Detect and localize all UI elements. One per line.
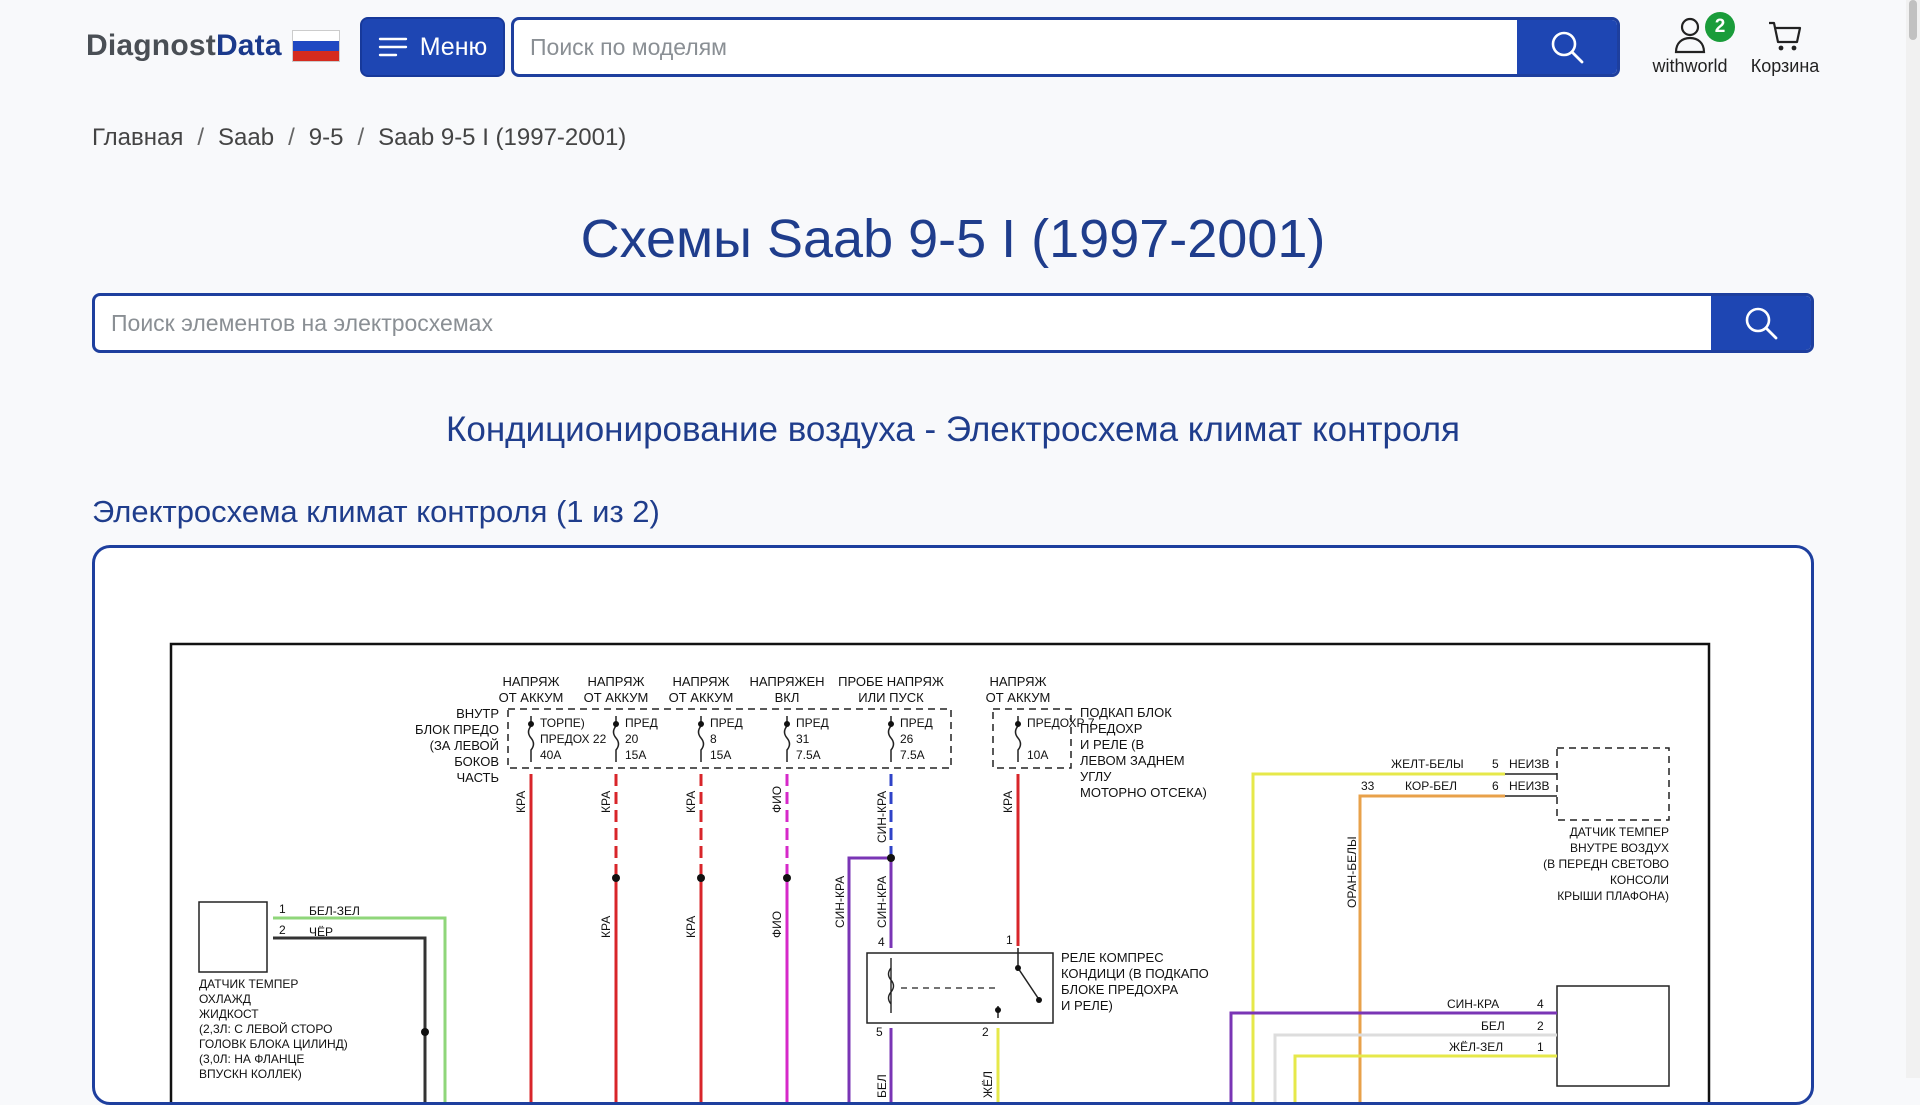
cart-link[interactable] bbox=[1745, 12, 1825, 82]
user-name: withworld bbox=[1652, 56, 1728, 76]
svg-text:15A: 15A bbox=[710, 748, 732, 762]
supply-label: ОТ АККУМ bbox=[668, 690, 734, 705]
supply-label: ИЛИ ПУСК bbox=[858, 690, 924, 705]
svg-text:ДАТЧИК ТЕМПЕР: ДАТЧИК ТЕМПЕР bbox=[1569, 825, 1669, 839]
menu-button-label: Меню bbox=[419, 32, 488, 61]
svg-text:КРА: КРА bbox=[684, 790, 698, 813]
svg-text:БЛОКЕ ПРЕДОХРА: БЛОКЕ ПРЕДОХРА bbox=[1061, 982, 1179, 997]
svg-text:И РЕЛЕ): И РЕЛЕ) bbox=[1061, 998, 1113, 1013]
supply-label: НАПРЯЖ bbox=[502, 674, 560, 689]
svg-text:ОРАН-БЕЛЫ: ОРАН-БЕЛЫ bbox=[1345, 836, 1359, 908]
svg-text:1: 1 bbox=[279, 902, 286, 916]
svg-text:СИН-КРА: СИН-КРА bbox=[1447, 997, 1500, 1011]
svg-text:ПРЕД: ПРЕД bbox=[710, 716, 743, 730]
svg-text:ФИО: ФИО bbox=[770, 910, 784, 938]
coolant-temp-sensor bbox=[199, 902, 267, 972]
svg-text:БЕЛ: БЕЛ bbox=[875, 1074, 889, 1098]
svg-text:ДАТЧИК ТЕМПЕР: ДАТЧИК ТЕМПЕР bbox=[199, 977, 299, 991]
svg-text:26: 26 bbox=[900, 732, 914, 746]
svg-text:ЛЕВОМ ЗАДНЕМ: ЛЕВОМ ЗАДНЕМ bbox=[1080, 753, 1185, 768]
svg-text:КРЫШИ ПЛАФОНА): КРЫШИ ПЛАФОНА) bbox=[1557, 889, 1669, 903]
supply-label: НАПРЯЖ bbox=[672, 674, 730, 689]
svg-text:УГЛУ: УГЛУ bbox=[1080, 769, 1112, 784]
page-title: Схемы Saab 9-5 I (1997-2001) bbox=[580, 209, 1326, 269]
svg-text:КОР-БЕЛ: КОР-БЕЛ bbox=[1405, 779, 1457, 793]
svg-text:ТОРПЕ): ТОРПЕ) bbox=[540, 716, 585, 730]
fuse-block-right-label bbox=[1080, 705, 1207, 800]
svg-text:ПРЕДОХ 22: ПРЕДОХ 22 bbox=[540, 732, 607, 746]
svg-text:5: 5 bbox=[1492, 757, 1499, 771]
svg-text:КОНСОЛИ: КОНСОЛИ bbox=[1610, 873, 1669, 887]
svg-text:КРА: КРА bbox=[684, 915, 698, 938]
svg-text:31: 31 bbox=[796, 732, 810, 746]
site-logo[interactable] bbox=[86, 26, 340, 66]
svg-text:И РЕЛЕ (В: И РЕЛЕ (В bbox=[1080, 737, 1145, 752]
supply-label: НАПРЯЖ bbox=[587, 674, 645, 689]
relay-label bbox=[1061, 950, 1209, 1013]
svg-text:6: 6 bbox=[1492, 779, 1499, 793]
cart-icon bbox=[1767, 18, 1803, 54]
svg-text:(2,3Л: С ЛЕВОЙ СТОРО: (2,3Л: С ЛЕВОЙ СТОРО bbox=[199, 1022, 333, 1036]
svg-text:ПРЕД: ПРЕД bbox=[796, 716, 829, 730]
supply-label: ПРОБЕ НАПРЯЖ bbox=[838, 674, 944, 689]
svg-text:40A: 40A bbox=[540, 748, 562, 762]
svg-text:ЧЁР: ЧЁР bbox=[309, 925, 334, 939]
breadcrumb-current: Saab 9-5 I (1997-2001) bbox=[378, 124, 627, 151]
svg-text:ЖЁЛ-ЗЕЛ: ЖЁЛ-ЗЕЛ bbox=[1449, 1040, 1504, 1054]
interior-sensor-label bbox=[1543, 825, 1669, 903]
svg-text:КРА: КРА bbox=[1001, 790, 1015, 813]
svg-text:20: 20 bbox=[625, 732, 639, 746]
power-wires bbox=[531, 774, 1018, 1105]
svg-text:7.5A: 7.5A bbox=[900, 748, 925, 762]
supply-label: ВКЛ bbox=[774, 690, 800, 705]
svg-text:1: 1 bbox=[1537, 1040, 1544, 1054]
supply-label: ОТ АККУМ bbox=[583, 690, 649, 705]
wiring-diagram[interactable] bbox=[95, 548, 1814, 1105]
svg-text:НЕИЗВ: НЕИЗВ bbox=[1509, 757, 1550, 771]
fuse-dots bbox=[528, 721, 1021, 727]
svg-text:БОКОВ: БОКОВ bbox=[454, 754, 499, 769]
svg-text:4: 4 bbox=[1537, 997, 1544, 1011]
svg-text:РЕЛЕ КОМПРЕС: РЕЛЕ КОМПРЕС bbox=[1061, 950, 1164, 965]
svg-text:КРА: КРА bbox=[514, 790, 528, 813]
supply-label: НАПРЯЖ bbox=[989, 674, 1047, 689]
svg-text:ВНУТР: ВНУТР bbox=[456, 706, 499, 721]
hamburger-icon bbox=[378, 35, 408, 59]
svg-text:ЧАСТЬ: ЧАСТЬ bbox=[456, 770, 499, 785]
user-icon bbox=[1673, 16, 1707, 54]
search-icon bbox=[1743, 305, 1779, 341]
svg-text:4: 4 bbox=[878, 935, 885, 949]
model-search-bar bbox=[511, 17, 1620, 77]
user-account[interactable] bbox=[1645, 12, 1735, 82]
coolant-sensor-label bbox=[199, 977, 348, 1081]
breadcrumb-9-5[interactable]: 9-5 bbox=[308, 124, 344, 151]
cart-label: Корзина bbox=[1750, 56, 1820, 76]
control-module bbox=[1557, 986, 1669, 1086]
svg-text:ПРЕД: ПРЕД bbox=[900, 716, 933, 730]
model-search-input[interactable] bbox=[514, 20, 1517, 74]
breadcrumb-saab[interactable]: Saab bbox=[218, 124, 275, 151]
svg-text:СИН-КРА: СИН-КРА bbox=[875, 790, 889, 843]
svg-text:2: 2 bbox=[1537, 1019, 1544, 1033]
menu-button[interactable] bbox=[360, 17, 505, 77]
svg-text:ЖЁЛ: ЖЁЛ bbox=[981, 1071, 995, 1098]
element-search-button[interactable] bbox=[1711, 296, 1811, 350]
supply-label: НАПРЯЖЕН bbox=[749, 674, 825, 689]
svg-text:БЕЛ-ЗЕЛ: БЕЛ-ЗЕЛ bbox=[309, 904, 360, 918]
svg-text:ВПУСКН КОЛЛЕК): ВПУСКН КОЛЛЕК) bbox=[199, 1067, 302, 1081]
svg-text:КОНДИЦИ (В ПОДКАПО: КОНДИЦИ (В ПОДКАПО bbox=[1061, 966, 1209, 981]
svg-text:2: 2 bbox=[982, 1025, 989, 1039]
svg-text:КРА: КРА bbox=[599, 915, 613, 938]
supply-label: ОТ АККУМ bbox=[985, 690, 1051, 705]
svg-text:(ЗА ЛЕВОЙ: (ЗА ЛЕВОЙ bbox=[429, 738, 499, 753]
svg-text:10A: 10A bbox=[1027, 748, 1049, 762]
diagram-card[interactable] bbox=[92, 545, 1814, 1105]
svg-text:ПРЕДОХР 7: ПРЕДОХР 7 bbox=[1027, 716, 1095, 730]
notification-badge: 2 bbox=[1705, 12, 1735, 42]
breadcrumb-home[interactable]: Главная bbox=[92, 124, 184, 151]
scrollbar-thumb[interactable] bbox=[1909, 0, 1917, 40]
russian-flag-icon bbox=[292, 30, 340, 62]
search-icon bbox=[1549, 29, 1585, 65]
section-title: Кондиционирование воздуха - Электросхема климат контроля bbox=[445, 410, 1461, 449]
svg-text:БЕЛ: БЕЛ bbox=[1481, 1019, 1505, 1033]
model-search-button[interactable] bbox=[1517, 20, 1617, 74]
svg-text:ОХЛАЖД: ОХЛАЖД bbox=[199, 992, 251, 1006]
svg-text:5: 5 bbox=[876, 1025, 883, 1039]
element-search-bar bbox=[92, 293, 1814, 353]
svg-text:8: 8 bbox=[710, 732, 717, 746]
svg-text:2: 2 bbox=[279, 923, 286, 937]
interior-temp-sensor bbox=[1557, 748, 1669, 820]
svg-text:ЖИДКОСТ: ЖИДКОСТ bbox=[199, 1007, 259, 1021]
element-search-input[interactable] bbox=[95, 296, 1711, 350]
svg-text:СИН-КРА: СИН-КРА bbox=[875, 875, 889, 928]
svg-text:ФИО: ФИО bbox=[770, 785, 784, 813]
svg-text:ПРЕДОХР: ПРЕДОХР bbox=[1080, 721, 1143, 736]
svg-text:(В ПЕРЕДН СВЕТОВО: (В ПЕРЕДН СВЕТОВО bbox=[1543, 857, 1669, 871]
svg-text:МОТОРНО ОТСЕКА): МОТОРНО ОТСЕКА) bbox=[1080, 785, 1207, 800]
supply-label: ОТ АККУМ bbox=[498, 690, 564, 705]
breadcrumb: Главная / Saab / 9-5 / Saab 9-5 I (1997-2001) bbox=[92, 124, 627, 151]
svg-text:ЖЕЛТ-БЕЛЫ: ЖЕЛТ-БЕЛЫ bbox=[1391, 757, 1464, 771]
svg-text:СИН-КРА: СИН-КРА bbox=[833, 875, 847, 928]
svg-text:БЛОК ПРЕДО: БЛОК ПРЕДО bbox=[415, 722, 499, 737]
svg-text:НЕИЗВ: НЕИЗВ bbox=[1509, 779, 1550, 793]
svg-text:ПРЕД: ПРЕД bbox=[625, 716, 658, 730]
svg-text:7.5A: 7.5A bbox=[796, 748, 821, 762]
svg-text:33: 33 bbox=[1361, 779, 1375, 793]
svg-text:ПОДКАП БЛОК: ПОДКАП БЛОК bbox=[1080, 705, 1172, 720]
svg-text:ВНУТРЕ ВОЗДУХ: ВНУТРЕ ВОЗДУХ bbox=[1569, 841, 1669, 855]
logo-accent-text: Data bbox=[215, 29, 282, 62]
fuse-labels bbox=[540, 716, 1095, 762]
svg-text:(3,0Л: НА ФЛАНЦЕ: (3,0Л: НА ФЛАНЦЕ bbox=[199, 1052, 305, 1066]
svg-text:ГОЛОВК БЛОКА ЦИЛИНД): ГОЛОВК БЛОКА ЦИЛИНД) bbox=[199, 1037, 348, 1051]
svg-text:15A: 15A bbox=[625, 748, 647, 762]
svg-text:1: 1 bbox=[1006, 933, 1013, 947]
supply-labels bbox=[499, 674, 1051, 705]
logo-main-text: Diagnost bbox=[86, 29, 216, 62]
page-scrollbar[interactable] bbox=[1906, 0, 1920, 1078]
diagram-title: Электросхема климат контроля (1 из 2) bbox=[92, 494, 660, 529]
fuse-block-left-label bbox=[415, 706, 499, 785]
svg-text:КРА: КРА bbox=[599, 790, 613, 813]
